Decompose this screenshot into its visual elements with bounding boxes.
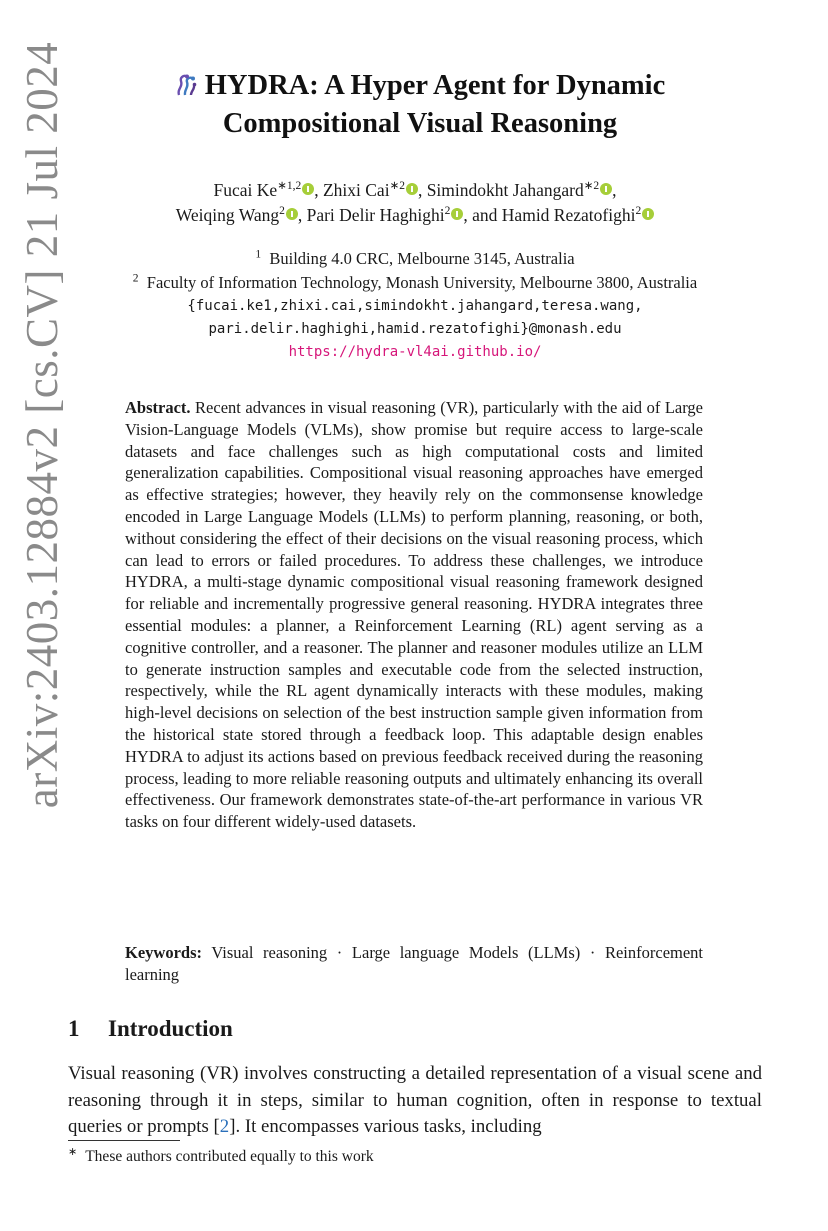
- email-line-2: pari.delir.haghighi,hamid.rezatofighi}@monash.edu: [208, 321, 622, 337]
- footnote-divider: [68, 1140, 180, 1141]
- hydra-logo-icon: [175, 71, 197, 106]
- author-affil: 2: [279, 205, 285, 218]
- footnote: [68, 1146, 374, 1168]
- section-heading: [68, 1016, 233, 1042]
- title-line-1: HYDRA: A Hyper Agent for Dynamic: [204, 70, 666, 101]
- title-line-2: Compositional Visual Reasoning: [222, 108, 618, 139]
- orcid-icon[interactable]: [600, 183, 612, 195]
- affiliations: [60, 247, 770, 364]
- keywords: [125, 942, 703, 986]
- keywords-label: Keywords:: [125, 943, 202, 962]
- email-line-1: {fucai.ke1,zhixi.cai,simindokht.jahangard,teresa.wang,: [187, 298, 643, 314]
- keywords-text: Visual reasoning · Large language Models (LLMs) · Reinforcement learning: [125, 943, 704, 984]
- orcid-icon[interactable]: [406, 183, 418, 195]
- orcid-icon[interactable]: [302, 183, 314, 195]
- orcid-icon[interactable]: [451, 208, 463, 220]
- paper-title: [100, 68, 740, 141]
- author-name: Simindokht Jahangard: [426, 180, 584, 200]
- arxiv-identifier: arXiv:2403.12884v2 [cs.CV] 21 Jul 2024: [17, 41, 68, 809]
- author-name: Fucai Ke: [213, 180, 278, 200]
- author-name: Pari Delir Haghighi: [306, 205, 445, 225]
- affiliation-1: $^1$ Building 4.0 CRC, Melbourne 3145, Australia: [255, 248, 575, 268]
- project-url-link[interactable]: https://hydra-vl4ai.github.io/: [288, 344, 542, 360]
- abstract: [125, 397, 703, 833]
- footnote-text: These authors contributed equally to this work: [85, 1148, 374, 1165]
- footnote-mark: ∗: [68, 1145, 78, 1158]
- orcid-icon[interactable]: [286, 208, 298, 220]
- abstract-text: Recent advances in visual reasoning (VR), particularly with the aid of Large Vision-Language Models (VLMs), show promise but require access to large-scale datasets and face challenges such as high computational costs and limited generalization capabilities. Compositional visual reasoning approaches have emerged as effective strategies; however, they heavily rely on the commonsense knowledge encoded in Large Language Models (LLMs) to perform planning, reasoning, or both, without considering the effect of their decisions on the visual reasoning process, which can lead to errors or failed procedures. To address these challenges, we introduce HYDRA, a multi-stage dynamic compositional visual reasoning framework designed for reliable and incrementally progressive general reasoning. HYDRA integrates three essential modules: a planner, a Reinforcement Learning (RL) agent serving as a cognitive controller, and a reasoner. The planner and reasoner modules utilize an LLM to generate instruction samples and executable code from the selected instruction, respectively, while the RL agent dynamically interacts with these modules, making high-level decisions on selection of the best instruction sample given information from the historical state stored through a feedback loop. This adaptable design enables HYDRA to adjust its actions based on previous feedback received during the reasoning process, leading to more reliable reasoning outputs and ultimately enhancing its overall effectiveness. Our framework demonstrates state-of-the-art performance in various VR tasks on four different widely-used datasets.: [125, 398, 703, 832]
- section-number: 1: [68, 1016, 80, 1041]
- abstract-label: Abstract.: [125, 398, 191, 417]
- citation-link[interactable]: 2: [219, 1116, 230, 1137]
- intro-paragraph: Visual reasoning (VR) involves constructing a detailed representation of a visual scene and reasoning through it in steps, similar to human cognition, often in response to textual queries or prompts [2]. It encompasses various tasks, including: [68, 1063, 762, 1137]
- author-name: Zhixi Cai: [322, 180, 390, 200]
- author-affil: 2: [444, 205, 451, 218]
- author-affil: 2: [635, 205, 642, 218]
- author-name: Weiqing Wang: [175, 205, 280, 225]
- affiliation-2: $^2$ Faculty of Information Technology, Monash University, Melbourne 3800, Australia: [132, 272, 698, 292]
- author-name: Hamid Rezatofighi: [501, 205, 636, 225]
- author-affil: ∗1,2: [277, 180, 302, 193]
- orcid-icon[interactable]: [642, 208, 654, 220]
- author-affil: ∗2: [583, 180, 600, 193]
- author-list: Fucai $Ke^{∗1,2}$ , Zhixi Cai$^{∗2}$ , Simindokht Jahangard$^{∗2}$ , Weiqing Wang$^2$ , Pari Delir Haghighi$^2$ , and Hamid Rezatofighi$^2$: [60, 178, 770, 228]
- author-affil: ∗2: [389, 180, 405, 193]
- section-title: Introduction: [108, 1016, 233, 1041]
